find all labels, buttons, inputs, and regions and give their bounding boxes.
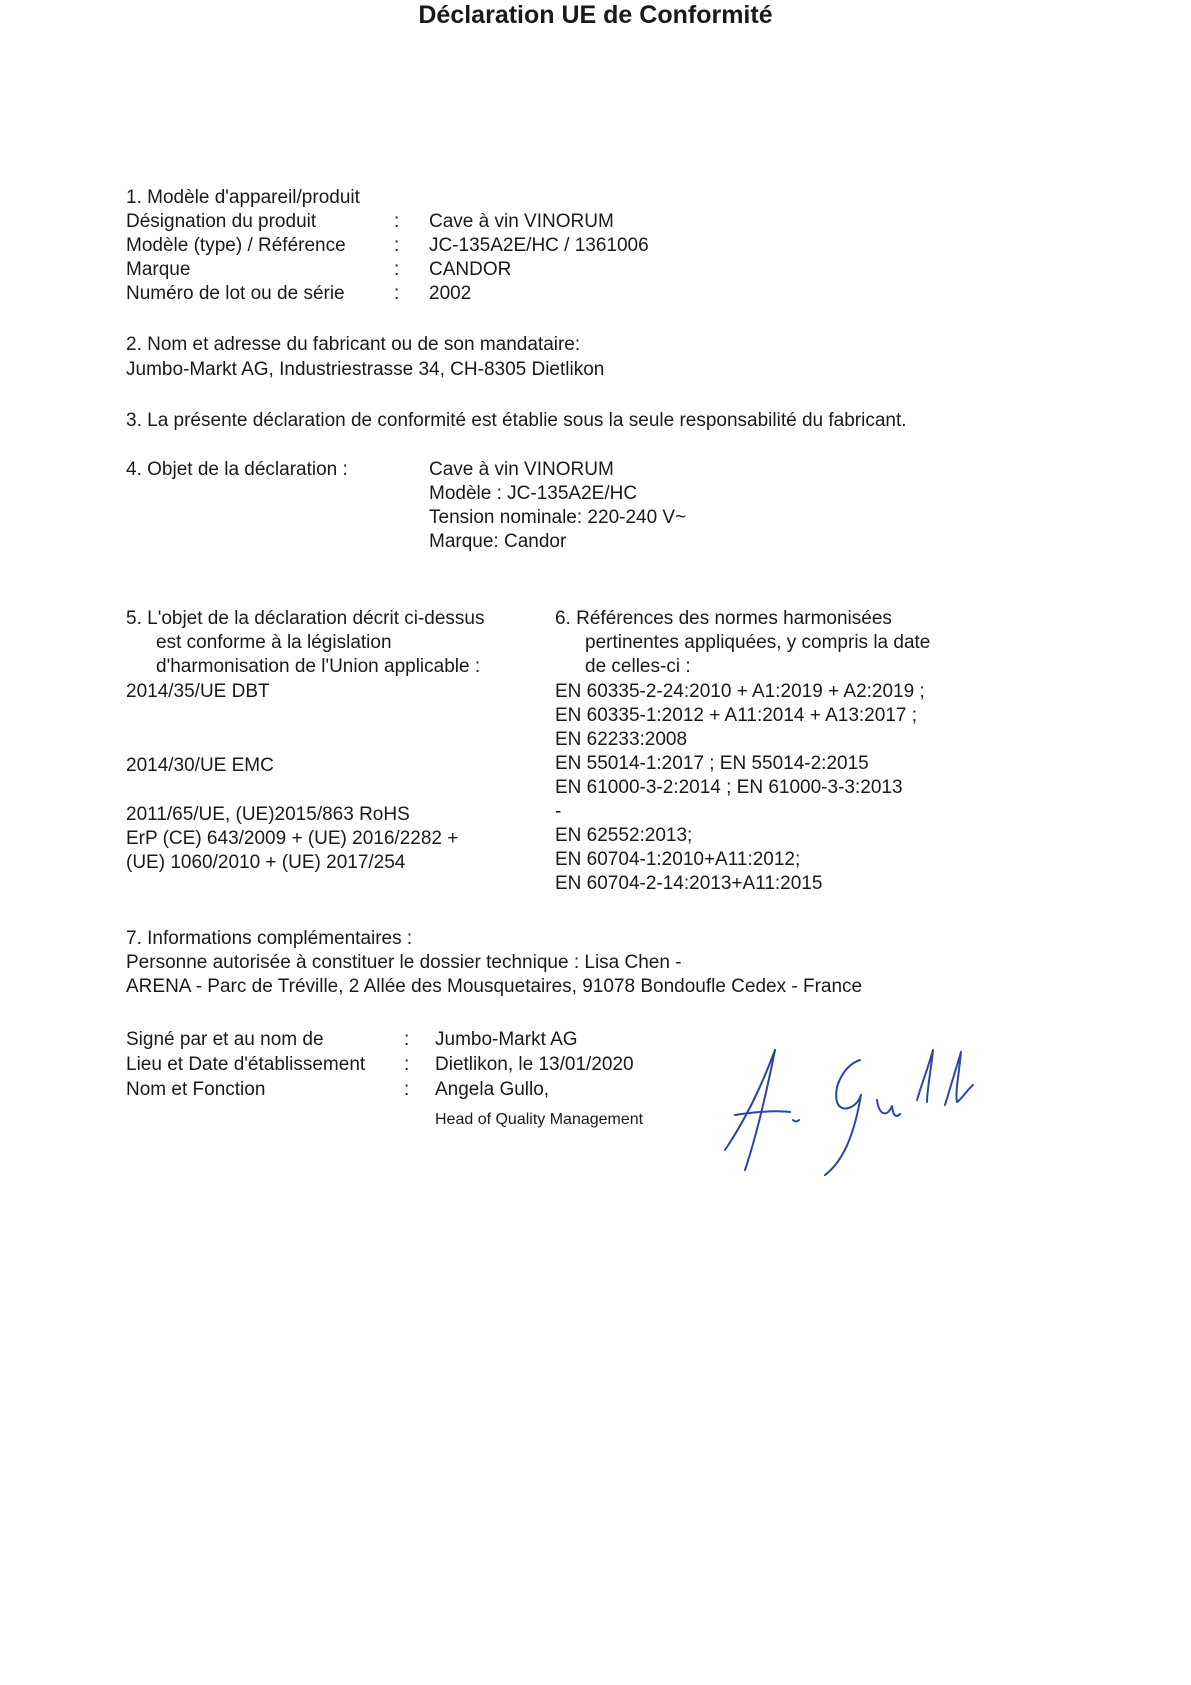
handwritten-signature xyxy=(705,1040,1005,1190)
legislation-item: 2011/65/UE, (UE)2015/863 RoHS xyxy=(126,804,410,825)
standard-line: EN 60335-1:2012 + A11:2014 + A13:2017 ; xyxy=(555,705,918,726)
object-line: Tension nominale: 220-240 V~ xyxy=(429,507,687,528)
object-line: Cave à vin VINORUM xyxy=(429,459,614,480)
row-value: 2002 xyxy=(429,283,472,304)
row-value: Jumbo-Markt AG xyxy=(435,1029,578,1050)
standard-line: EN 60704-1:2010+A11:2012; xyxy=(555,849,801,870)
document-title: Déclaration UE de Conformité xyxy=(418,1,773,29)
row-colon: : xyxy=(404,1029,410,1050)
section5-heading xyxy=(126,607,485,679)
row-value: JC-135A2E/HC / 1361006 xyxy=(429,235,649,256)
standard-line: - xyxy=(555,801,562,822)
row-label: Modèle (type) / Référence xyxy=(126,235,346,256)
section7-line: Personne autorisée à constituer le dossier technique : Lisa Chen - xyxy=(126,952,682,973)
row-label: Lieu et Date d'établissement xyxy=(126,1054,366,1075)
section6-heading xyxy=(555,607,930,679)
section4-label: 4. Objet de la déclaration : xyxy=(126,459,348,480)
row-value: Angela Gullo, xyxy=(435,1079,550,1100)
row-colon: : xyxy=(394,211,400,232)
row-label: Signé par et au nom de xyxy=(126,1029,324,1050)
section1-heading: 1. Modèle d'appareil/produit xyxy=(126,187,360,208)
section5-heading-line: est conforme à la législation xyxy=(156,632,392,653)
standard-line: EN 62233:2008 xyxy=(555,729,688,750)
row-label: Marque xyxy=(126,259,191,280)
row-colon: : xyxy=(394,283,400,304)
section4-object-lines xyxy=(429,458,686,554)
legislation-item: 2014/30/UE EMC xyxy=(126,755,274,776)
standard-line: EN 55014-1:2017 ; EN 55014-2:2015 xyxy=(555,753,869,774)
manufacturer-address: Jumbo-Markt AG, Industriestrasse 34, CH-8305 Dietlikon xyxy=(126,359,605,380)
section5-heading-line: 5. L'objet de la déclaration décrit ci-dessus xyxy=(126,608,485,629)
section7-heading: 7. Informations complémentaires : xyxy=(126,928,413,949)
row-value: CANDOR xyxy=(429,259,512,280)
section5-heading-line: d'harmonisation de l'Union applicable : xyxy=(156,656,481,677)
legislation-item: 2014/35/UE DBT xyxy=(126,681,270,702)
row-label: Désignation du produit xyxy=(126,211,317,232)
row-label: Numéro de lot ou de série xyxy=(126,283,345,304)
row-colon: : xyxy=(394,259,400,280)
legislation-item: (UE) 1060/2010 + (UE) 2017/254 xyxy=(126,852,406,873)
object-line: Modèle : JC-135A2E/HC xyxy=(429,483,638,504)
standard-line: EN 61000-3-2:2014 ; EN 61000-3-3:2013 xyxy=(555,777,903,798)
standard-line: EN 62552:2013; xyxy=(555,825,693,846)
section6-heading-line: de celles-ci : xyxy=(585,656,691,677)
section6-standards xyxy=(555,680,925,896)
row-colon: : xyxy=(394,235,400,256)
standard-line: EN 60335-2-24:2010 + A1:2019 + A2:2019 ; xyxy=(555,681,925,702)
legislation-item: ErP (CE) 643/2009 + (UE) 2016/2282 + xyxy=(126,828,459,849)
row-colon: : xyxy=(404,1079,410,1100)
section3-text: 3. La présente déclaration de conformité est établie sous la seule responsabilité du fabricant. xyxy=(126,410,907,431)
object-line: Marque: Candor xyxy=(429,531,567,552)
section6-heading-line: pertinentes appliquées, y compris la date xyxy=(585,632,931,653)
section7-line: ARENA - Parc de Tréville, 2 Allée des Mousquetaires, 91078 Bondoufle Cedex - France xyxy=(126,976,863,997)
row-label: Nom et Fonction xyxy=(126,1079,266,1100)
row-value: Cave à vin VINORUM xyxy=(429,211,614,232)
standard-line: EN 60704-2-14:2013+A11:2015 xyxy=(555,873,823,894)
signatory-role: Head of Quality Management xyxy=(435,1111,644,1128)
section2-heading: 2. Nom et adresse du fabricant ou de son mandataire: xyxy=(126,334,581,355)
section6-heading-line: 6. Références des normes harmonisées xyxy=(555,608,892,629)
row-value: Dietlikon, le 13/01/2020 xyxy=(435,1054,634,1075)
row-colon: : xyxy=(404,1054,410,1075)
